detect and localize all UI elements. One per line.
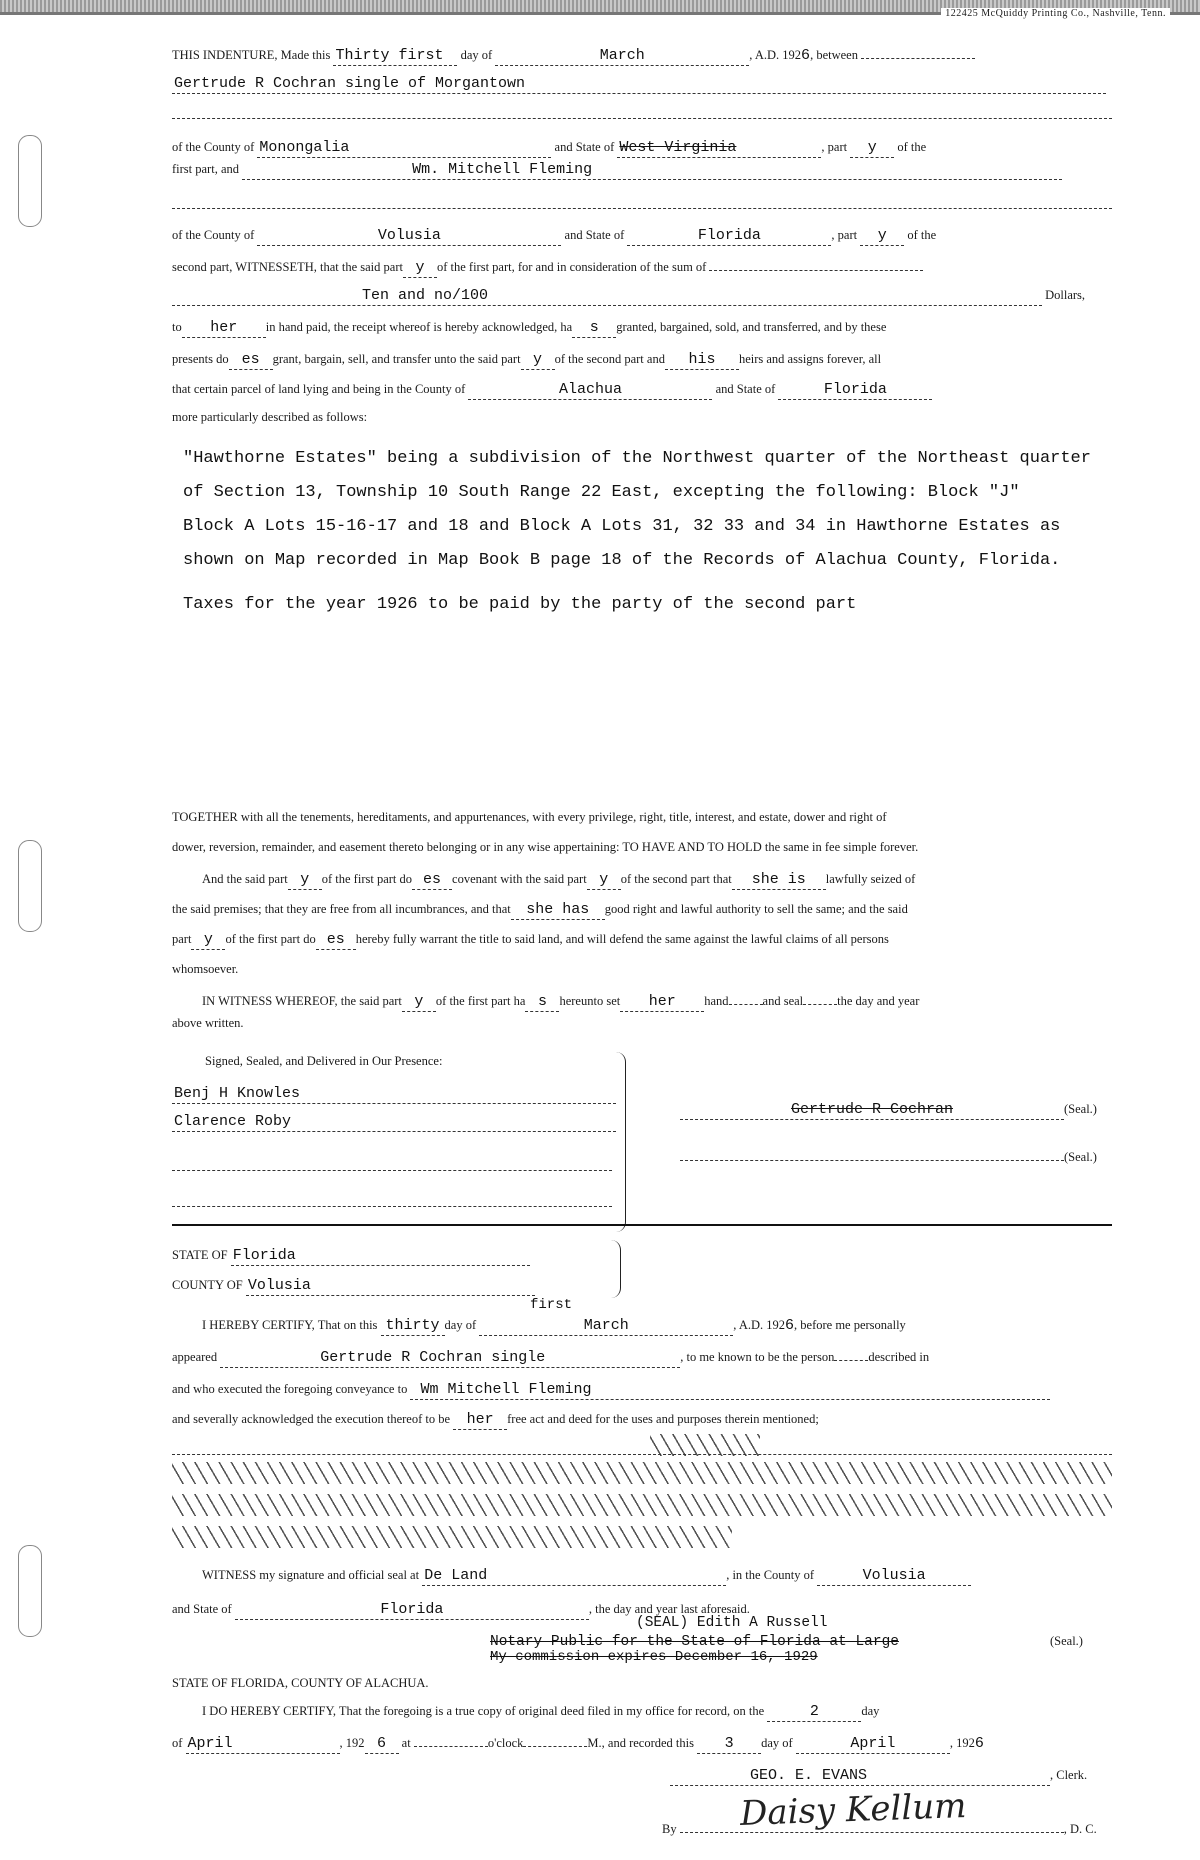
binder-hole-icon [18,135,42,227]
property-description [183,442,1143,622]
binder-hole-icon [18,840,42,932]
notary-state: Florida [231,1247,530,1266]
record-heading: STATE OF FLORIDA, COUNTY OF ALACHUA. [172,1676,429,1690]
section-rule [172,1224,1112,1226]
blank-line [172,118,1112,119]
grantor-signature: Gertrude R Cochran [680,1101,1064,1120]
notary-county-line: COUNTY OF Volusia [172,1276,535,1296]
witness-whereof-line: IN WITNESS WHEREOF, the said part y of the first part ha s hereunto set her hand and seal the day and year [202,993,920,1010]
land-county: Alachua [468,381,712,400]
witness-1: Benj H Knowles [172,1084,612,1104]
parcel-line: that certain parcel of land lying and being in the County of Alachua and State of Florida [172,380,1112,400]
grantor-line [172,74,1112,94]
signed-sealed-label: Signed, Sealed, and Delivered in Our Presence: [205,1054,443,1068]
notary-title: Notary Public for the State of Florida at Large [490,1634,899,1650]
record-certify-line: I DO HEREBY CERTIFY, That the foregoing is a true copy of original deed filed in my office for record, on the 2 day [202,1703,880,1720]
notary-title-line: Notary Public for the State of Florida at Large (Seal.) [490,1634,1083,1650]
notary-day: thirty [381,1317,445,1336]
notary-state-line: STATE OF Florida [172,1246,530,1266]
appeared-person: Gertrude R Cochran single [220,1349,680,1368]
notary-witness-state: Florida [235,1601,589,1620]
sum-line: Ten and no/100 Dollars, [172,286,1112,306]
recorded-day: 3 [697,1735,761,1754]
covenant-line-2: the said premises; that they are free from all incumbrances, and that she has good right and lawful authority to sell the same; and the said [172,901,908,918]
description-line: Taxes for the year 1926 to be paid by the party of the second part [183,595,857,614]
venue-brace [610,1240,621,1298]
receipt-line: to her in hand paid, the receipt whereof is hereby acknowledged, ha s granted, bargained, sold, and transferred, and by these [172,319,887,336]
conveyee-name: Wm Mitchell Fleming [410,1381,1050,1400]
description-line: shown on Map recorded in Map Book B page 18 of the Records of Alachua County, Florida. [183,551,1061,570]
description-line: of Section 13, Township 10 South Range 22 East, excepting the following: Block "J" [183,483,1020,502]
second-seal-line: (Seal.) [680,1148,1097,1166]
notary-executed-line: and who executed the foregoing conveyance to Wm Mitchell Fleming [172,1380,1112,1400]
struck-text-marks [650,1434,760,1456]
consideration-sum: Ten and no/100 [172,287,1042,306]
covenant-line-4: whomsoever. [172,962,239,976]
grantor-county: Monongalia [257,139,551,158]
indenture-line-1: THIS INDENTURE, Made this Thirty first day of March , A.D. 1926, between [172,46,1112,66]
description-line: Block A Lots 15-16-17 and 18 and Block A Lots 31, 32 33 and 34 in Hawthorne Estates as [183,517,1061,536]
grantor-state: West Virginia [617,139,821,158]
witnesseth-line: second part, WITNESSETH, that the said part y of the first part, for and in consideration of the sum of [172,258,1112,278]
grantor-name: Gertrude R Cochran single of Morgantown [172,75,1106,94]
notary-place: De Land [422,1567,726,1586]
filed-month: April [186,1735,340,1754]
described-line: more particularly described as follows: [172,410,368,424]
notary-severally-line: and severally acknowledged the execution thereof to be her free act and deed for the uses and purposes therein mentioned; [172,1411,819,1428]
notary-state-witness-line: and State of Florida , the day and year last aforesaid. [172,1601,750,1618]
grantee-line: first part, and Wm. Mitchell Fleming [172,160,1112,180]
witness-blank-line [172,1206,612,1207]
grantee-county: Volusia [257,227,561,246]
notary-commission: My commission expires December 16, 1929 [490,1649,818,1665]
witness-brace [615,1052,626,1232]
filed-day: 2 [767,1703,861,1722]
indenture-day: Thirty first [333,47,457,66]
description-line [183,578,1143,588]
struck-text-marks [172,1494,1112,1516]
printer-imprint: 122425 McQuiddy Printing Co., Nashville, Tenn. [941,8,1170,19]
recorded-month: April [796,1735,950,1754]
blank-line [172,1454,1112,1455]
notary-witness-county: Volusia [817,1567,971,1586]
deputy-line: By , D. C. [662,1822,1097,1836]
deputy-clerk-signature: Daisy Kellum [739,1786,968,1834]
grantor-county-line: of the County of Monongalia and State of West Virginia , part y of the [172,139,927,156]
struck-text-marks [172,1462,1112,1484]
binder-hole-icon [18,1545,42,1637]
notary-month: March [479,1317,733,1336]
notary-county: Volusia [246,1277,535,1296]
indenture-month: March [495,47,749,66]
clerk-name: GEO. E. EVANS [670,1767,1050,1786]
notary-day-insert: first [530,1297,573,1313]
blank-line [172,208,1112,209]
notary-appeared-line: appeared Gertrude R Cochran single , to me known to be the person described in [172,1349,930,1366]
description-line: "Hawthorne Estates" being a subdivision of the Northwest quarter of the Northeast quarter [183,449,1091,468]
notary-seal-name: (SEAL) Edith A Russell [636,1615,828,1631]
covenant-line-3: part y of the first part do es hereby fully warrant the title to said land, and will defend the same against the lawful claims of all persons [172,931,889,948]
clerk-line: GEO. E. EVANS , Clerk. [670,1766,1087,1786]
above-written-line: above written. [172,1016,244,1030]
notary-certify-line: I HEREBY CERTIFY, That on this thirty day of March , A.D. 1926, before me personally [202,1317,906,1334]
notary-witness-line: WITNESS my signature and official seal at De Land , in the County of Volusia [172,1566,1112,1586]
grantee-county-line: of the County of Volusia and State of Florida , part y of the [172,227,937,244]
grantee-name: Wm. Mitchell Fleming [242,161,1062,180]
covenant-line-1: And the said part y of the first part do es covenant with the said part y of the second part that she is lawfully seized of [202,871,916,888]
witness-blank-line [172,1170,612,1171]
together-line-1: TOGETHER with all the tenements, hereditaments, and appurtenances, with every privilege, right, title, interest, and estate, dower and right of [172,810,887,824]
grantee-state: Florida [627,227,831,246]
presents-line: presents do es grant, bargain, sell, and transfer unto the said part y of the second part and his heirs and assigns forever, all [172,351,882,368]
struck-text-marks [172,1526,732,1548]
witness-2: Clarence Roby [172,1112,612,1132]
record-date-line: of April , 192 6 at o'clock M., and recorded this 3 day of April , 1926 [172,1735,984,1752]
land-state: Florida [778,381,932,400]
together-line-2: dower, reversion, remainder, and easement thereto belonging or in any wise appertaining: TO HAVE AND TO HOLD the same in fee simple forever. [172,840,919,854]
grantor-signature-line: Gertrude R Cochran (Seal.) [680,1100,1097,1120]
